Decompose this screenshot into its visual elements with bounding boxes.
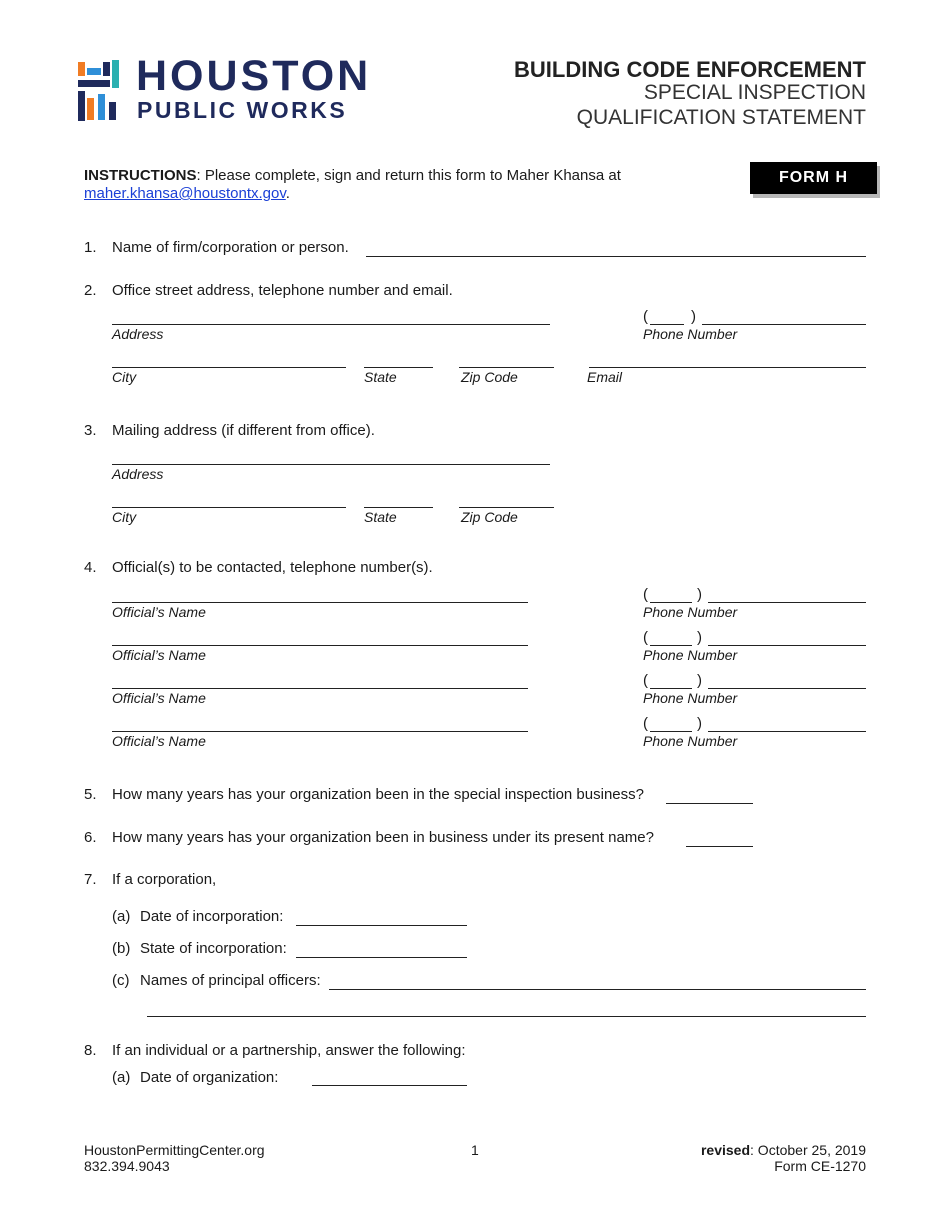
footer-phone: 832.394.9043 <box>84 1158 170 1174</box>
q5-label: How many years has your organization been in the special inspection business? <box>112 786 644 803</box>
official-phone-caption-1: Phone Number <box>643 604 738 620</box>
header-title: BUILDING CODE ENFORCEMENT <box>514 57 866 82</box>
logo-bar-navy-mid <box>78 80 110 87</box>
q8-number: 8. <box>84 1042 97 1059</box>
houston-public-works-logo-icon <box>78 58 128 124</box>
logo-bar-orange-bottom <box>87 98 94 120</box>
q8a-letter: (a) <box>112 1069 131 1086</box>
q8-label: If an individual or a partnership, answer the following: <box>112 1042 466 1059</box>
date-of-incorporation-field[interactable] <box>296 925 467 926</box>
logo-bar-teal-top <box>112 60 119 88</box>
q7a-letter: (a) <box>112 908 131 925</box>
years-special-inspection-field[interactable] <box>666 803 753 804</box>
q6-label: How many years has your organization been in business under its present name? <box>112 829 654 846</box>
footer-revised-date: : October 25, 2019 <box>750 1142 866 1158</box>
q7c-letter: (c) <box>112 972 130 989</box>
q1-number: 1. <box>84 239 97 256</box>
official-phone-caption-4: Phone Number <box>643 733 738 749</box>
official-phone-field-1[interactable] <box>708 602 866 603</box>
header-subtitle-2: QUALIFICATION STATEMENT <box>576 106 866 129</box>
official-phone-paren-close-4: ) <box>697 715 702 732</box>
office-phone-paren-open: ( <box>643 308 648 325</box>
instructions-email-line <box>84 185 290 203</box>
years-present-name-field[interactable] <box>686 846 753 847</box>
mailing-zip-field[interactable] <box>459 507 554 508</box>
mailing-state-caption: State <box>364 509 397 525</box>
office-city-caption: City <box>112 369 137 385</box>
official-name-caption-2: Official’s Name <box>112 647 206 663</box>
date-of-organization-field[interactable] <box>312 1085 467 1086</box>
official-phone-paren-open-4: ( <box>643 715 648 732</box>
q7c-label: Names of principal officers: <box>140 972 321 989</box>
logo <box>78 52 398 128</box>
official-phone-paren-close-1: ) <box>697 586 702 603</box>
office-state-caption: State <box>364 369 397 385</box>
office-email-field[interactable] <box>589 367 866 368</box>
q8a-label: Date of organization: <box>140 1069 279 1086</box>
official-phone-field-2[interactable] <box>708 645 866 646</box>
office-email-caption: Email <box>587 369 623 385</box>
official-name-caption-1: Official’s Name <box>112 604 206 620</box>
footer-revised-label: revised <box>700 1142 751 1158</box>
logo-bar-orange-top <box>78 62 85 76</box>
logo-bar-teal-bottom <box>98 94 105 120</box>
q6-number: 6. <box>84 829 97 846</box>
official-name-caption-4: Official’s Name <box>112 733 206 749</box>
office-phone-area-code-field[interactable] <box>650 324 684 325</box>
official-name-field-1[interactable] <box>112 602 528 603</box>
official-phone-area-code-field-3[interactable] <box>650 688 692 689</box>
instructions-period: . <box>285 185 290 202</box>
office-state-field[interactable] <box>364 367 433 368</box>
office-phone-caption: Phone Number <box>643 326 738 342</box>
logo-wordmark-public-works: PUBLIC WORKS <box>137 97 348 123</box>
footer-revised <box>701 1142 866 1158</box>
mailing-state-field[interactable] <box>364 507 433 508</box>
q7b-letter: (b) <box>112 940 131 957</box>
logo-bar-navy-top <box>103 62 110 76</box>
q5-number: 5. <box>84 786 97 803</box>
instructions <box>84 167 621 185</box>
office-phone-field[interactable] <box>702 324 866 325</box>
instructions-label: INSTRUCTIONS <box>84 167 197 184</box>
official-phone-field-3[interactable] <box>708 688 866 689</box>
official-phone-caption-3: Phone Number <box>643 690 738 706</box>
official-phone-paren-open-2: ( <box>643 629 648 646</box>
official-name-field-2[interactable] <box>112 645 528 646</box>
q1-label: Name of firm/corporation or person. <box>112 239 349 256</box>
official-phone-field-4[interactable] <box>708 731 866 732</box>
q2-label: Office street address, telephone number and email. <box>112 282 453 299</box>
logo-bar-blue-left <box>78 91 85 121</box>
q2-number: 2. <box>84 282 97 299</box>
q3-label: Mailing address (if different from office). <box>112 422 375 439</box>
firm-name-field[interactable] <box>366 256 866 257</box>
office-city-field[interactable] <box>112 367 346 368</box>
q4-label: Official(s) to be contacted, telephone number(s). <box>112 559 433 576</box>
office-address-caption: Address <box>112 326 164 342</box>
principal-officers-field-1[interactable] <box>329 989 866 990</box>
official-name-caption-3: Official’s Name <box>112 690 206 706</box>
official-phone-area-code-field-1[interactable] <box>650 602 692 603</box>
q7a-label: Date of incorporation: <box>140 908 284 925</box>
official-phone-paren-close-2: ) <box>697 629 702 646</box>
logo-wordmark-houston: HOUSTON <box>136 52 372 100</box>
footer-form-number: Form CE-1270 <box>774 1158 866 1174</box>
mailing-city-field[interactable] <box>112 507 346 508</box>
instructions-email-link[interactable]: maher.khansa@houstontx.gov <box>84 185 286 202</box>
principal-officers-field-2[interactable] <box>147 1016 866 1017</box>
official-phone-paren-open-1: ( <box>643 586 648 603</box>
q7-number: 7. <box>84 871 97 888</box>
q4-number: 4. <box>84 559 97 576</box>
form-badge: FORM H <box>750 162 877 194</box>
mailing-city-caption: City <box>112 509 137 525</box>
mailing-zip-caption: Zip Code <box>461 509 518 525</box>
office-zip-field[interactable] <box>459 367 554 368</box>
office-phone-paren-close: ) <box>691 308 696 325</box>
footer-page-number: 1 <box>471 1142 479 1158</box>
official-phone-area-code-field-4[interactable] <box>650 731 692 732</box>
office-address-field[interactable] <box>112 324 550 325</box>
official-phone-paren-close-3: ) <box>697 672 702 689</box>
logo-bar-blue-top <box>87 68 101 75</box>
footer-website: HoustonPermittingCenter.org <box>84 1142 265 1158</box>
official-phone-caption-2: Phone Number <box>643 647 738 663</box>
logo-bar-navy-bottom <box>109 102 116 120</box>
mailing-address-caption: Address <box>112 466 164 482</box>
instructions-text: : Please complete, sign and return this form to Maher Khansa at <box>196 167 621 184</box>
official-phone-paren-open-3: ( <box>643 672 648 689</box>
official-name-field-3[interactable] <box>112 688 528 689</box>
q3-number: 3. <box>84 422 97 439</box>
q7b-label: State of incorporation: <box>140 940 287 957</box>
official-name-field-4[interactable] <box>112 731 528 732</box>
office-zip-caption: Zip Code <box>461 369 518 385</box>
state-of-incorporation-field[interactable] <box>296 957 467 958</box>
official-phone-area-code-field-2[interactable] <box>650 645 692 646</box>
q7-label: If a corporation, <box>112 871 217 888</box>
mailing-address-field[interactable] <box>112 464 550 465</box>
header-subtitle-1: SPECIAL INSPECTION <box>643 81 866 104</box>
